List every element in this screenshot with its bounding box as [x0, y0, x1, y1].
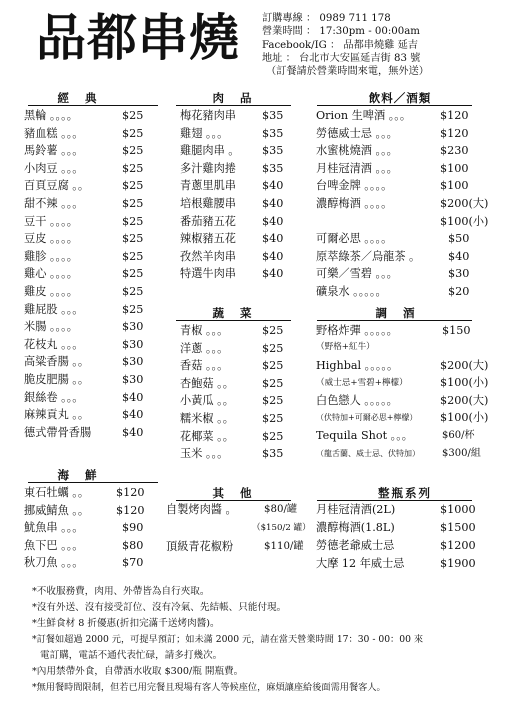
list-item	[24, 161, 154, 177]
list-item	[24, 302, 154, 318]
others-underline	[176, 500, 291, 501]
item-price: $35	[262, 126, 284, 140]
item-price: $25	[122, 109, 144, 122]
item-name: 糯米椒 。。	[180, 412, 234, 425]
item-name: 豆皮 。。。。	[24, 232, 78, 246]
list-item	[24, 555, 154, 571]
item-name: 杏鮑菇 。。	[180, 376, 234, 390]
list-item	[180, 214, 290, 230]
list-item	[24, 390, 154, 406]
note-line: *訂餐如超過 2000 元，可提早預訂；如未滿 2000 元，請在當天營業時間 17：30 - 00：00 來	[32, 634, 424, 645]
list-item	[180, 358, 290, 374]
list-item	[316, 249, 476, 265]
order-note: （訂餐請於營業時間來電，無外送）	[266, 66, 429, 78]
item-name: 野格炸彈 。。。。。	[316, 324, 398, 337]
item-price: $25	[122, 214, 144, 228]
item-name: 大摩 12 年威士忌	[316, 557, 405, 570]
item-name: 勞德威士忌 。。。	[316, 126, 398, 140]
item-name: 孜然羊肉串	[180, 249, 236, 263]
item-price: $25	[122, 302, 144, 316]
item-price: $30	[122, 355, 144, 369]
item-name: 百頁豆腐 。。	[24, 179, 90, 193]
note-line: *不收服務費，肉用、外帶皆為自行夾取。	[32, 586, 210, 597]
list-item	[24, 214, 154, 230]
item-name: 台啤金牌 。。。。	[316, 179, 393, 193]
item-name: 甜不辣 。。。	[24, 197, 84, 210]
classic-underline	[28, 105, 158, 106]
list-item	[24, 178, 154, 194]
meat-underline	[176, 105, 291, 106]
item-name: 東石牡蠣 。。	[24, 486, 90, 499]
item-name: 水蜜桃燒酒 。。。	[316, 144, 398, 158]
item-price: $25	[262, 341, 284, 355]
list-item	[316, 446, 496, 462]
list-item	[316, 161, 476, 177]
item-price: $25	[262, 429, 284, 443]
item-price: $100(小)	[440, 214, 489, 228]
item-price: $200(大)	[440, 394, 489, 407]
bottles-underline	[317, 500, 472, 501]
list-item	[180, 446, 290, 462]
item-name: 雞心 。。。。	[24, 267, 78, 281]
item-name: 花椰菜 。。	[180, 429, 234, 443]
item-name: 頂級青花椒粉	[166, 540, 234, 553]
list-item	[166, 539, 316, 555]
list-item	[24, 126, 154, 142]
item-price: $80	[122, 538, 144, 552]
item-name: 小肉豆 。。。	[24, 161, 84, 175]
item-name: 豬血糕 。。。	[24, 126, 84, 140]
list-item	[24, 266, 154, 282]
list-item	[316, 323, 496, 339]
item-price: $100	[440, 179, 469, 193]
item-price: $40	[262, 214, 284, 228]
item-name: 挪威鯖魚 。。	[24, 503, 90, 517]
item-price: $150	[442, 324, 471, 337]
item-name: 自製烤肉醬 。	[166, 503, 237, 516]
note-line: *沒有外送、沒有接受訂位、沒有冷氣、先結帳、只能付現。	[32, 602, 287, 613]
list-item	[316, 393, 496, 409]
note-line: *內用禁帶外食，自帶酒水收取 $300/瓶 開瓶費。	[32, 666, 244, 677]
item-name: 高粱香腸 。。	[24, 355, 90, 369]
item-price: $30	[122, 373, 144, 386]
note-line: *生鮮食材 8 折優惠(折扣完滿千送烤肉醬)。	[32, 618, 220, 629]
item-name: 雞屁股 。。。	[24, 302, 84, 316]
list-item	[24, 284, 154, 300]
list-item	[316, 556, 496, 572]
list-item	[316, 231, 476, 247]
item-price: $40	[122, 425, 144, 439]
item-price: $120	[440, 109, 469, 122]
seafood-title: 海 鮮	[57, 468, 103, 482]
item-price: $70	[122, 556, 144, 570]
item-price: $40	[262, 197, 284, 210]
item-name: 麻辣貢丸 。。	[24, 408, 90, 422]
item-name: 可爾必思 。。。。	[316, 232, 393, 246]
item-price: $40	[262, 232, 284, 246]
list-item	[316, 266, 476, 282]
item-name: 勞德老爺威士忌	[316, 539, 395, 552]
item-price: $40	[262, 249, 284, 263]
list-item	[316, 520, 496, 536]
item-name: 魷魚串 。。。	[24, 521, 84, 535]
item-price: $30	[122, 320, 144, 334]
mixed-underline	[317, 320, 472, 321]
list-item	[166, 502, 316, 518]
list-item	[24, 425, 154, 441]
item-name: Orion 生啤酒 。。。	[316, 109, 412, 122]
item-name: 脆皮肥腸 。。	[24, 373, 90, 386]
item-price: $200(大)	[440, 197, 489, 210]
item-name: 青椒 。。。	[180, 324, 229, 337]
list-item	[180, 196, 290, 212]
list-item	[316, 126, 476, 142]
item-price: $35	[262, 447, 284, 461]
drinks-title: 飲料／酒類	[368, 91, 432, 105]
item-price: $230	[440, 144, 469, 158]
item-price: $80/罐	[264, 504, 298, 515]
list-item	[24, 196, 154, 212]
item-name: 濃醇梅酒 。。。。	[316, 197, 393, 210]
list-item	[24, 407, 154, 423]
item-name: 特選牛肉串	[180, 267, 236, 281]
list-item	[180, 429, 290, 445]
list-item	[316, 538, 496, 554]
item-name: 豆干 。。。。	[24, 214, 78, 228]
drinks-underline	[317, 105, 472, 106]
list-item	[180, 108, 290, 124]
item-name: 辣椒豬五花	[180, 232, 236, 246]
item-description: （$150/2 罐）	[252, 523, 311, 533]
item-price: $1500	[440, 521, 476, 534]
item-price: $35	[262, 161, 284, 175]
list-item	[24, 485, 154, 501]
item-price: $25	[122, 161, 144, 175]
item-price: $100	[440, 161, 469, 175]
item-name: 礦泉水 。。。。。	[316, 285, 387, 298]
list-item	[180, 266, 290, 282]
item-price: $40	[262, 267, 284, 281]
list-item	[180, 231, 290, 247]
item-name: 白色戀人 。。。。。	[316, 394, 398, 407]
item-price: $25	[262, 412, 284, 425]
item-name: 小黃瓜 。。	[180, 394, 234, 408]
item-description: （野格+紅牛）	[316, 342, 375, 352]
item-price: $300/組	[442, 448, 481, 459]
item-price: $30	[122, 337, 144, 351]
bottles-title: 整瓶系列	[378, 486, 432, 500]
list-item	[24, 372, 154, 388]
veg-underline	[176, 320, 291, 321]
item-name: 多汁雞肉捲	[180, 161, 236, 175]
item-price: $20	[448, 285, 470, 298]
list-item	[24, 538, 154, 554]
list-item	[180, 376, 290, 392]
item-price: $40	[122, 408, 144, 422]
veg-title: 蔬 菜	[212, 306, 258, 320]
item-price: $110/罐	[264, 541, 304, 552]
list-item	[316, 214, 489, 230]
item-price: $50	[448, 232, 470, 246]
list-item	[24, 108, 154, 124]
list-item	[24, 337, 154, 353]
item-price: $25	[122, 179, 144, 193]
item-name: 黑輪 。。。。	[24, 109, 78, 122]
list-item	[180, 143, 290, 159]
item-name: Tequila Shot 。。。	[316, 429, 413, 442]
item-price: $40	[448, 249, 470, 263]
item-price: $25	[122, 144, 144, 158]
list-item	[316, 108, 476, 124]
list-item	[180, 411, 290, 427]
item-name: 梅花豬肉串	[180, 109, 236, 122]
item-name: Highbal 。。。。。	[316, 359, 399, 372]
item-price: $60/杯	[442, 430, 475, 441]
item-name: 香菇 。。。	[180, 359, 229, 373]
list-item	[316, 178, 476, 194]
item-price: $1000	[440, 503, 476, 516]
item-price: $25	[122, 197, 144, 210]
item-price: $90	[122, 521, 144, 535]
seafood-underline	[28, 482, 158, 483]
meat-title: 肉 品	[212, 91, 258, 105]
item-price: $120	[440, 126, 469, 140]
list-item	[316, 375, 496, 391]
item-price: $120	[116, 486, 145, 499]
list-item	[24, 249, 154, 265]
item-price: $200(大)	[440, 359, 489, 372]
item-description: （龍舌蘭、威士忌、伏特加）	[316, 449, 420, 458]
list-item	[24, 354, 154, 370]
item-price: $35	[262, 144, 284, 158]
item-price: $25	[122, 126, 144, 140]
item-name: 雞皮 。。。。	[24, 285, 78, 298]
list-item	[316, 143, 476, 159]
item-price: $25	[262, 359, 284, 373]
item-name: 番茄豬五花	[180, 214, 236, 228]
list-item	[180, 393, 290, 409]
brand-logo: 品都串燒	[36, 8, 240, 67]
note-line: *無用餐時間限制，但若已用完餐且現場有客人等候座位，麻煩讓座給後面需用餐客人。	[32, 682, 386, 693]
list-item	[316, 428, 496, 444]
list-item	[180, 249, 290, 265]
item-name: 德式帶骨香腸	[24, 425, 92, 439]
item-name: 濃醇梅酒(1.8L)	[316, 521, 395, 534]
item-name: 米腸 。。。。	[24, 320, 78, 334]
address-line: 地址 ： 台北市大安區延吉街 83 號	[262, 52, 421, 64]
hours-line: 營業時間 ： 17:30pm - 00:00am	[262, 26, 420, 38]
item-price: $25	[122, 285, 144, 298]
item-name: 雞腿肉串 。	[180, 144, 240, 158]
list-item	[24, 520, 154, 536]
item-name: 雞翅 。。。	[180, 126, 229, 140]
item-description: （威士忌+雪碧+檸檬）	[316, 378, 408, 388]
list-item	[24, 231, 154, 247]
list-item	[180, 323, 290, 339]
social-line: Facebook/IG ： 品都串燒雞 延吉	[262, 39, 418, 51]
item-price: $25	[262, 324, 284, 337]
item-price: $35	[262, 109, 284, 122]
item-name: 花枝丸 。。。	[24, 337, 84, 351]
item-price: $25	[262, 394, 284, 408]
list-item	[180, 178, 290, 194]
item-description: （伏特加+可爾必思+檸檬）	[316, 413, 418, 422]
list-item	[24, 503, 154, 519]
others-title: 其 他	[212, 486, 258, 500]
item-name: 銀絲卷 。。。	[24, 390, 84, 404]
item-name: 培根雞腰串	[180, 197, 236, 210]
item-price: $25	[122, 232, 144, 246]
list-item	[24, 143, 154, 159]
item-name: 可樂／雪碧 。。。	[316, 267, 398, 281]
item-price: $100(小)	[440, 376, 489, 389]
item-price: $40	[262, 179, 284, 193]
list-item	[316, 410, 496, 426]
item-price: $25	[122, 267, 144, 281]
phone-line: 訂購專線 ： 0989 711 178	[262, 13, 391, 24]
note-line: 電訂購，電話不通代表忙碌，請多打幾次。	[40, 650, 223, 661]
item-name: 月桂冠清酒(2L)	[316, 503, 396, 516]
list-item	[180, 161, 290, 177]
list-item	[24, 319, 154, 335]
item-price: $30	[448, 267, 470, 281]
item-price: $120	[116, 503, 145, 517]
list-item	[180, 126, 290, 142]
item-price: $25	[122, 249, 144, 263]
item-name: 馬鈴薯 。。。	[24, 144, 84, 158]
item-name: 雞胗 。。。。	[24, 249, 78, 263]
item-name: 魚下巴 。。。	[24, 538, 84, 552]
item-price: $40	[122, 390, 144, 404]
item-price: $100(小)	[440, 411, 489, 424]
classic-title: 經 典	[57, 91, 103, 105]
item-name: 玉米 。。。	[180, 447, 229, 461]
item-price: $1200	[440, 539, 476, 552]
item-price: $25	[262, 376, 284, 390]
mixed-title: 調 酒	[375, 306, 421, 320]
item-name: 原萃綠茶／烏龍茶 。	[316, 249, 421, 263]
item-price: $1900	[440, 557, 476, 570]
item-name: 月桂冠清酒 。。。	[316, 161, 398, 175]
list-item	[316, 284, 476, 300]
list-item	[316, 502, 496, 518]
list-item	[180, 341, 290, 357]
item-name: 洋蔥 。。。	[180, 341, 229, 355]
item-name: 青蔥里肌串	[180, 179, 236, 193]
item-name: 秋刀魚 。。。	[24, 556, 84, 570]
list-item	[316, 196, 489, 212]
store-info	[262, 12, 502, 78]
list-item	[316, 358, 496, 374]
